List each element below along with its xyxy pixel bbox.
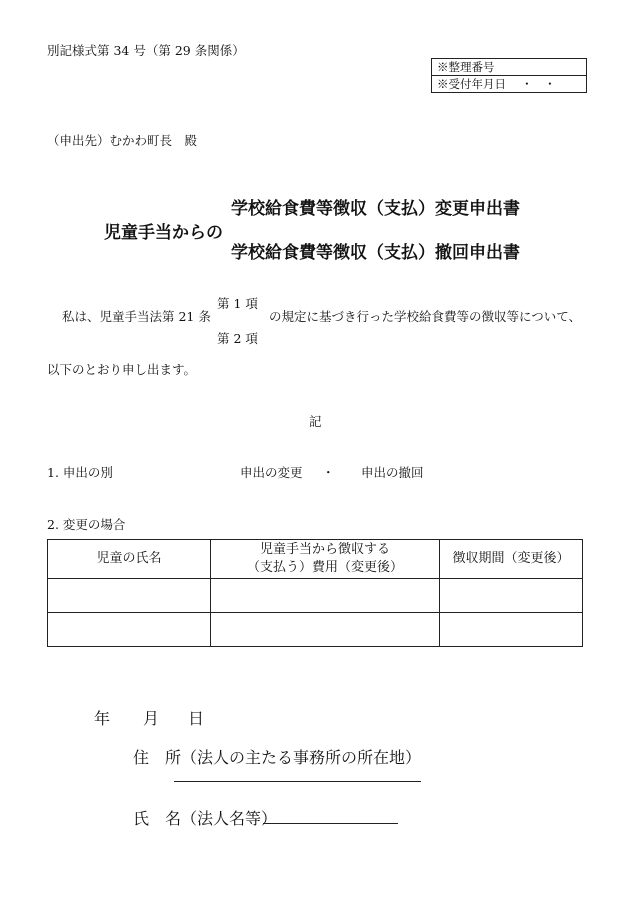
body-line2: 以下のとおり申し出ます。 [47, 362, 197, 377]
period-cell[interactable] [440, 613, 583, 647]
title-line-change: 学校給食費等徴収（支払）変更申出書 [231, 199, 520, 219]
section2-label: 2. 変更の場合 [47, 517, 126, 532]
body-intro: 私は、児童手当法第 21 条 [62, 309, 211, 324]
section1-label: 1. 申出の別 [47, 465, 113, 480]
table-row [48, 613, 583, 647]
addressee: （申出先）むかわ町長 殿 [47, 133, 198, 148]
col-header-child-name: 児童の氏名 [48, 540, 211, 579]
changes-table [47, 539, 583, 647]
address-signature-line[interactable] [174, 781, 421, 782]
date-day-label: 日 [188, 709, 205, 728]
child-name-cell[interactable] [48, 579, 211, 613]
ki-heading: 記 [309, 414, 322, 429]
office-use-box [431, 58, 587, 93]
col-header-fee-text: 児童手当から徴収する （支払う）費用（変更後） [246, 542, 403, 575]
col-header-period: 徴収期間（変更後） [440, 540, 583, 579]
table-row [48, 579, 583, 613]
col-header-fee [211, 540, 440, 579]
address-label: 住 所（法人の主たる事務所の所在地） [133, 748, 422, 767]
table-header-row [48, 540, 583, 579]
title-line-withdraw: 学校給食費等徴収（支払）撤回申出書 [231, 243, 520, 263]
name-signature-line[interactable] [263, 823, 398, 824]
clause-2: 第 2 項 [217, 331, 258, 346]
child-name-cell[interactable] [48, 613, 211, 647]
date-year-label: 年 [94, 709, 111, 728]
clause-1: 第 1 項 [217, 296, 258, 311]
body-suffix: の規定に基づき行った学校給食費等の徴収等について、 [269, 309, 582, 324]
title-prefix: 児童手当からの [104, 223, 223, 243]
option-separator: ・ [322, 465, 335, 480]
reg-number-label: ※整理番号 [432, 59, 587, 76]
name-label: 氏 名（法人名等） [133, 809, 278, 828]
fee-cell[interactable] [211, 613, 440, 647]
fee-cell[interactable] [211, 579, 440, 613]
option-change[interactable]: 申出の変更 [240, 465, 303, 480]
option-withdraw[interactable]: 申出の撤回 [361, 465, 424, 480]
date-month-label: 月 [143, 709, 160, 728]
period-cell[interactable] [440, 579, 583, 613]
received-date-label: ※受付年月日 ・ ・ [432, 76, 587, 93]
form-label: 別記様式第 34 号（第 29 条関係） [47, 43, 245, 58]
